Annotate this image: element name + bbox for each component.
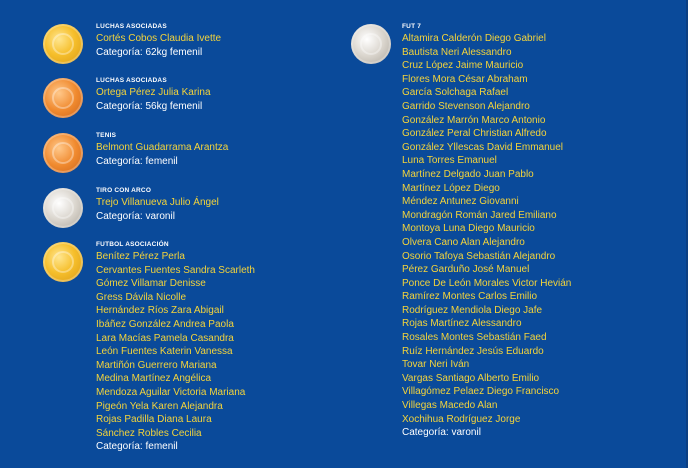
athlete-name: Martínez Delgado Juan Pablo (402, 168, 534, 180)
athlete-name: Benítez Pérez Perla (96, 251, 185, 262)
athlete-name: Ponce De León Morales Victor Hevián (402, 277, 572, 289)
athlete-name: Rojas Padilla Diana Laura (96, 414, 212, 426)
athlete-name: Ramírez Montes Carlos Emilio (402, 291, 538, 303)
athlete-name: León Fuentes Katerin Vanessa (96, 346, 233, 358)
athlete-list (96, 196, 219, 210)
athlete-name: Belmont Guadarrama Arantza (96, 142, 229, 153)
athlete-name: Martiñón Guerrero Mariana (96, 359, 217, 371)
athlete-name: Osorio Tafoya Sebastián Alejandro (402, 250, 556, 262)
category-label: Categoría: varonil (402, 427, 481, 439)
athlete-name: Montoya Luna Diego Mauricio (402, 223, 535, 235)
category-label: Categoría: 56kg femenil (96, 100, 203, 112)
category-label: Categoría: femenil (96, 155, 178, 167)
athlete-list (402, 32, 571, 426)
athlete-name: Flores Mora César Abraham (402, 73, 528, 85)
athlete-name: García Solchaga Rafael (402, 87, 509, 99)
athlete-name: Villagómez Pelaez Diego Francisco (402, 386, 560, 398)
athlete-name: Olvera Cano Alan Alejandro (402, 236, 525, 248)
athlete-name: Ibáñez González Andrea Paola (96, 318, 234, 330)
athlete-name: González Marrón Marco Antonio (402, 114, 546, 126)
group-text (402, 22, 571, 440)
sport-label: LUCHAS ASOCIADAS (96, 77, 167, 84)
athlete-name: Rojas Martínez Alessandro (402, 318, 522, 330)
athlete-name: Altamira Calderón Diego Gabriel (402, 33, 546, 44)
athlete-name: Cortés Cobos Claudia Ivette (96, 33, 222, 44)
athlete-name: Ortega Pérez Julia Karina (96, 87, 211, 98)
silver-medal-icon (351, 24, 391, 64)
athlete-list (96, 141, 228, 155)
category-label: Categoría: varonil (96, 210, 175, 222)
group-text (96, 76, 211, 113)
athlete-name: Martínez López Diego (402, 182, 500, 194)
athlete-name: Villegas Macedo Alan (402, 400, 498, 412)
athlete-name: Lara Macías Pamela Casandra (96, 332, 234, 344)
athlete-name: Bautista Neri Alessandro (402, 46, 512, 58)
athlete-name: Hernández Ríos Zara Abigail (96, 305, 224, 317)
athlete-name: Cruz López Jaime Mauricio (402, 60, 524, 72)
athlete-name: Xochihua Rodríguez Jorge (402, 413, 521, 425)
bronze-medal-icon (43, 133, 83, 173)
group-text (96, 22, 221, 59)
sport-label: FUT 7 (402, 23, 422, 30)
athlete-name: Ruíz Hernández Jesús Eduardo (402, 345, 544, 357)
athlete-name: Rodríguez Mendiola Diego Jafe (402, 304, 543, 316)
athlete-name: Pérez Garduño José Manuel (402, 264, 530, 276)
athlete-name: Pigeón Yela Karen Alejandra (96, 400, 223, 412)
category-label: Categoría: 62kg femenil (96, 46, 203, 58)
bronze-medal-icon (43, 78, 83, 118)
gold-medal-icon (43, 24, 83, 64)
athlete-name: Gress Dávila Nicolle (96, 291, 187, 303)
athlete-name: González Yllescas David Emmanuel (402, 141, 564, 153)
category-label: Categoría: femenil (96, 441, 178, 453)
athlete-name: Medina Martínez Angélica (96, 373, 212, 385)
sport-label: FUTBOL ASOCIACIÓN (96, 241, 169, 248)
athlete-name: Gómez Villamar Denisse (96, 278, 206, 290)
athlete-name: Luna Torres Emanuel (402, 155, 497, 167)
athlete-list (96, 86, 211, 100)
athlete-list (96, 32, 221, 46)
sport-label: TIRO CON ARCO (96, 187, 152, 194)
athlete-name: Cervantes Fuentes Sandra Scarleth (96, 264, 255, 276)
athlete-list (96, 250, 255, 440)
sport-label: LUCHAS ASOCIADAS (96, 23, 167, 30)
silver-medal-icon (43, 188, 83, 228)
athlete-name: Sánchez Robles Cecilia (96, 427, 202, 439)
group-text (96, 240, 255, 454)
athlete-name: Méndez Antunez Giovanni (402, 196, 519, 208)
athlete-name: Trejo Villanueva Julio Ángel (96, 197, 219, 208)
sport-label: TENIS (96, 132, 117, 139)
athlete-name: Rosales Montes Sebastián Faed (402, 332, 547, 344)
athlete-name: Tovar Neri Iván (402, 359, 470, 371)
athlete-name: Mondragón Román Jared Emiliano (402, 209, 557, 221)
group-text (96, 186, 219, 223)
athlete-name: González Peral Christian Alfredo (402, 128, 547, 140)
group-text (96, 131, 228, 168)
gold-medal-icon (43, 242, 83, 282)
athlete-name: Vargas Santiago Alberto Emilio (402, 372, 540, 384)
athlete-name: Mendoza Aguilar Victoria Mariana (96, 386, 246, 398)
athlete-name: Garrido Stevenson Alejandro (402, 100, 530, 112)
